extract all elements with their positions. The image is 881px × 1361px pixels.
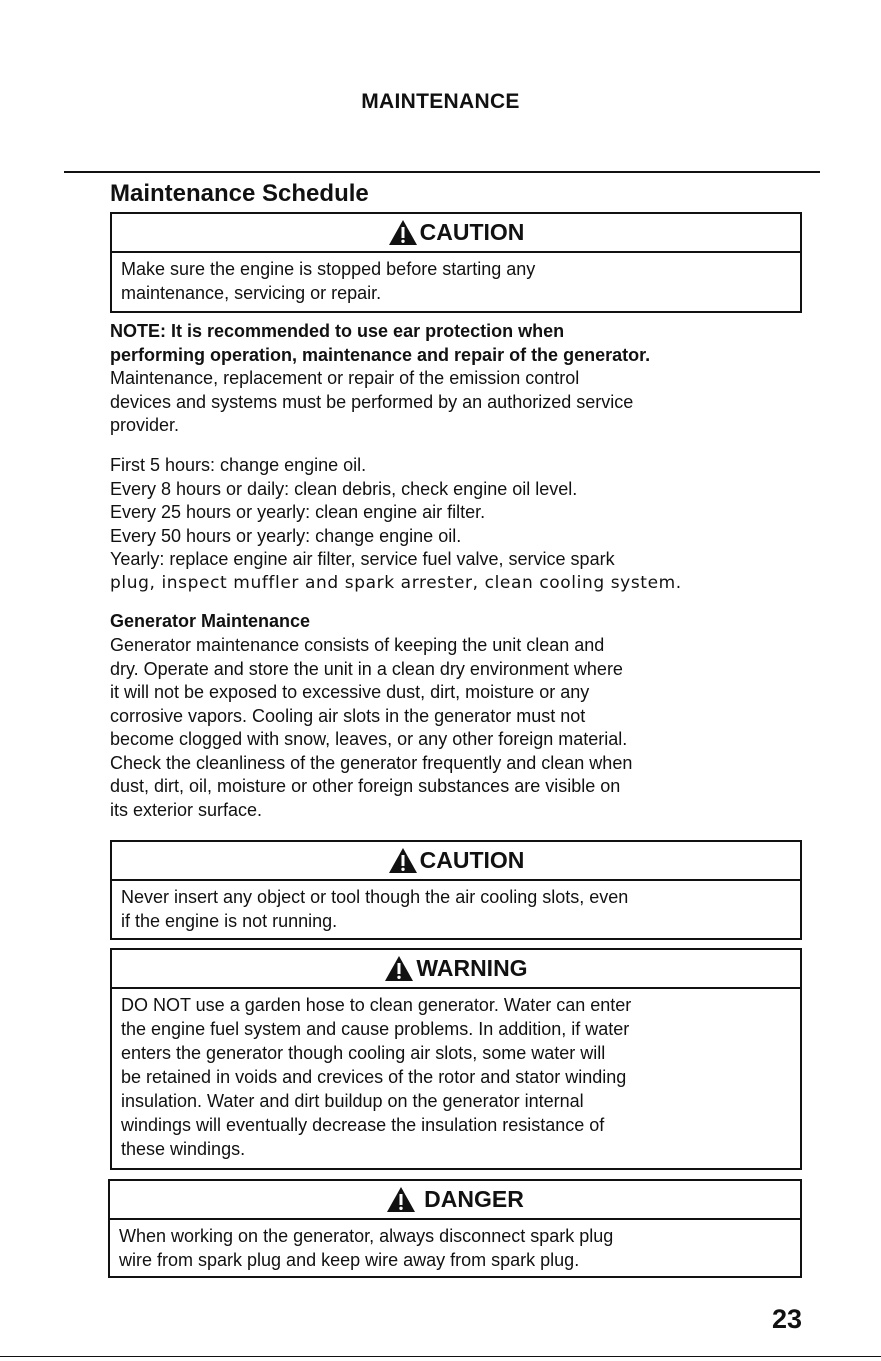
caution-text-line: if the engine is not running. <box>121 911 338 931</box>
note-bold-line: NOTE: It is recommended to use ear protection when <box>110 321 565 341</box>
note-paragraph <box>110 320 810 438</box>
schedule-item: First 5 hours: change engine oil. <box>110 455 367 475</box>
schedule-item: Yearly: replace engine air filter, service fuel valve, service spark <box>110 549 615 569</box>
generator-maintenance-paragraph <box>110 634 810 822</box>
caution-box-header <box>112 842 800 881</box>
warning-text-line: be retained in voids and crevices of the rotor and stator winding <box>121 1067 627 1087</box>
page-number: 23 <box>771 1304 802 1334</box>
paragraph-line: become clogged with snow, leaves, or any other foreign material. <box>110 729 628 749</box>
warning-triangle-icon <box>384 955 414 982</box>
caution-text-line: Make sure the engine is stopped before starting any <box>121 259 536 279</box>
footer-divider <box>0 1356 881 1357</box>
warning-text-line: windings will eventually decrease the insulation resistance of <box>121 1115 605 1135</box>
warning-triangle-icon <box>388 219 418 246</box>
danger-box-spark-plug <box>108 1179 802 1278</box>
warning-label: WARNING <box>416 955 528 981</box>
warning-text-line: insulation. Water and dirt buildup on the generator internal <box>121 1091 584 1111</box>
note-line: provider. <box>110 415 180 435</box>
warning-text-line: enters the generator though cooling air slots, some water will <box>121 1043 606 1063</box>
generator-maintenance-title: Generator Maintenance <box>110 611 311 631</box>
warning-triangle-icon <box>388 847 418 874</box>
caution-box-engine-stopped <box>110 212 802 313</box>
warning-triangle-icon <box>386 1186 416 1213</box>
paragraph-line: Check the cleanliness of the generator frequently and clean when <box>110 752 633 773</box>
danger-box-body <box>110 1220 800 1272</box>
danger-box-header <box>110 1181 800 1220</box>
danger-text-line: wire from spark plug and keep wire away from spark plug. <box>119 1250 580 1270</box>
warning-text-line: the engine fuel system and cause problems. In addition, if water <box>121 1019 630 1039</box>
paragraph-line: dry. Operate and store the unit in a clean dry environment where <box>110 658 623 679</box>
paragraph-line: its exterior surface. <box>110 799 263 820</box>
warning-box-body <box>112 989 800 1161</box>
caution-box-header <box>112 214 800 253</box>
caution-text-line: Never insert any object or tool though the air cooling slots, even <box>121 887 629 907</box>
schedule-item: Every 25 hours or yearly: clean engine air filter. <box>110 502 486 522</box>
page-header: MAINTENANCE <box>361 90 520 113</box>
caution-label: CAUTION <box>419 219 525 245</box>
schedule-item: Every 50 hours or yearly: change engine oil. <box>110 525 462 546</box>
paragraph-line: Generator maintenance consists of keeping the unit clean and <box>110 635 605 655</box>
danger-text-line: When working on the generator, always disconnect spark plug <box>119 1226 614 1246</box>
warning-text-line: these windings. <box>121 1139 246 1159</box>
note-line: Maintenance, replacement or repair of the emission control <box>110 368 580 388</box>
warning-box-garden-hose <box>110 948 802 1170</box>
section-title: Maintenance Schedule <box>110 180 369 207</box>
danger-label: DANGER <box>424 1186 524 1212</box>
header-divider <box>64 171 820 173</box>
caution-box-body <box>112 881 800 933</box>
paragraph-line: corrosive vapors. Cooling air slots in the generator must not <box>110 705 586 726</box>
caution-label: CAUTION <box>419 847 525 873</box>
schedule-item: Every 8 hours or daily: clean debris, check engine oil level. <box>110 478 578 499</box>
note-bold-line: performing operation, maintenance and repair of the generator. <box>110 344 651 365</box>
caution-box-air-slots <box>110 840 802 940</box>
schedule-item: plug, inspect muffler and spark arrester, clean cooling system. <box>110 572 682 593</box>
caution-box-body <box>112 253 800 305</box>
paragraph-line: dust, dirt, oil, moisture or other foreign substances are visible on <box>110 776 621 796</box>
paragraph-line: it will not be exposed to excessive dust, dirt, moisture or any <box>110 682 590 702</box>
warning-box-header <box>112 950 800 989</box>
note-line: devices and systems must be performed by an authorized service <box>110 391 634 412</box>
warning-text-line: DO NOT use a garden hose to clean generator. Water can enter <box>121 995 632 1015</box>
caution-text-line: maintenance, servicing or repair. <box>121 283 382 303</box>
schedule-list <box>110 454 830 595</box>
